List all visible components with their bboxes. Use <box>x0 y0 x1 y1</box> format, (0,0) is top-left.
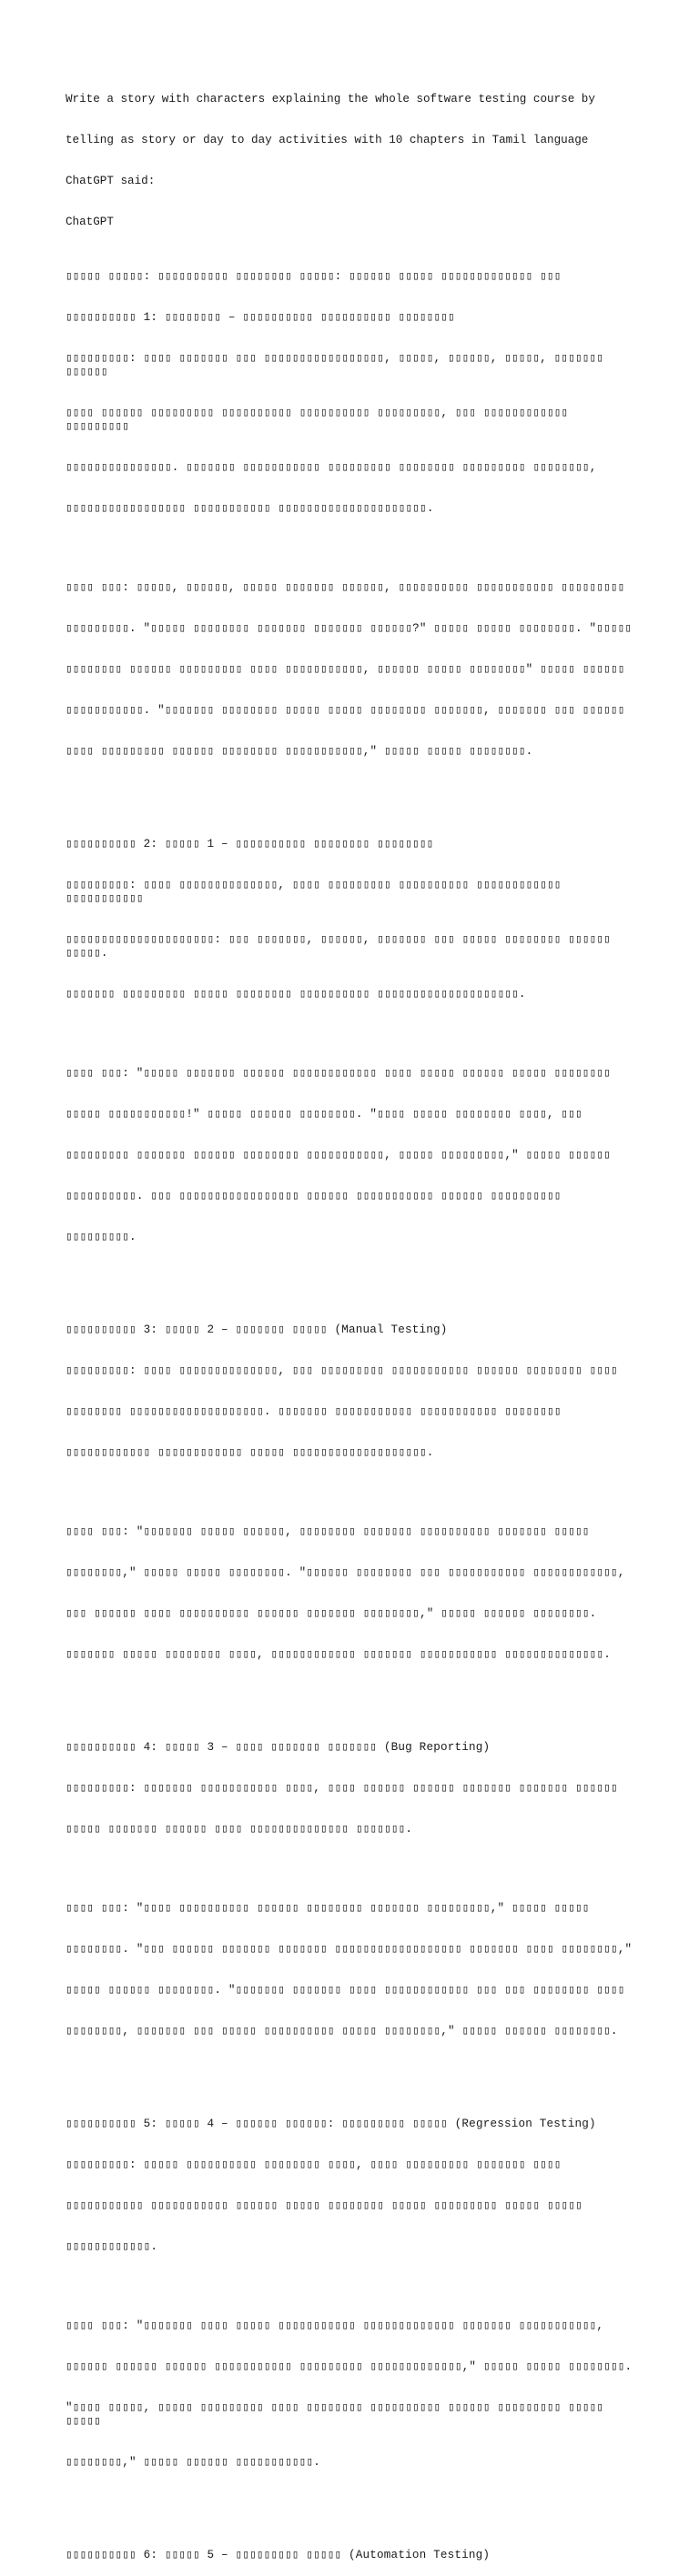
chapter-3-p1-line: ▯▯▯▯▯▯▯▯ ▯▯▯▯▯▯▯▯▯▯▯▯▯▯▯▯▯▯▯. ▯▯▯▯▯▯▯ ▯▯▯▯▯▯▯▯▯▯▯ ▯▯▯▯▯▯▯▯▯▯▯ ▯▯▯▯▯▯▯▯ <box>66 1405 562 1418</box>
paragraph-gap <box>66 2066 639 2077</box>
chapter-2-p2-line: ▯▯▯▯ ▯▯▯: "▯▯▯▯▯ ▯▯▯▯▯▯▯ ▯▯▯▯▯▯ ▯▯▯▯▯▯▯▯▯▯▯▯ ▯▯▯▯ ▯▯▯▯▯ ▯▯▯▯▯▯ ▯▯▯▯▯ ▯▯▯▯▯▯▯▯ <box>66 1067 611 1080</box>
chapter-3-p2-line: ▯▯▯▯▯▯▯▯," ▯▯▯▯▯ ▯▯▯▯▯ ▯▯▯▯▯▯▯▯. "▯▯▯▯▯▯ ▯▯▯▯▯▯▯▯ ▯▯▯ ▯▯▯▯▯▯▯▯▯▯▯ ▯▯▯▯▯▯▯▯▯▯▯▯, <box>66 1566 625 1579</box>
chapter-4-p2-line: ▯▯▯▯ ▯▯▯: "▯▯▯▯ ▯▯▯▯▯▯▯▯▯▯ ▯▯▯▯▯▯ ▯▯▯▯▯▯▯▯ ▯▯▯▯▯▯▯ ▯▯▯▯▯▯▯▯▯," ▯▯▯▯▯ ▯▯▯▯▯ <box>66 1902 590 1915</box>
chapter-1-p2-line: ▯▯▯▯▯▯▯▯ ▯▯▯▯▯▯ ▯▯▯▯▯▯▯▯▯ ▯▯▯▯ ▯▯▯▯▯▯▯▯▯▯▯, ▯▯▯▯▯▯ ▯▯▯▯▯ ▯▯▯▯▯▯▯▯" ▯▯▯▯▯ ▯▯▯▯▯▯ <box>66 663 625 676</box>
chapter-1-p2-line: ▯▯▯▯ ▯▯▯: ▯▯▯▯▯, ▯▯▯▯▯▯, ▯▯▯▯▯ ▯▯▯▯▯▯▯ ▯▯▯▯▯▯, ▯▯▯▯▯▯▯▯▯▯ ▯▯▯▯▯▯▯▯▯▯▯ ▯▯▯▯▯▯▯▯▯ <box>66 581 625 594</box>
chapter-1-p2-line: ▯▯▯▯▯▯▯▯▯▯▯. "▯▯▯▯▯▯▯ ▯▯▯▯▯▯▯▯ ▯▯▯▯▯ ▯▯▯▯▯ ▯▯▯▯▯▯▯▯ ▯▯▯▯▯▯▯, ▯▯▯▯▯▯▯ ▯▯▯ ▯▯▯▯▯▯ <box>66 704 625 717</box>
prompt-line-2: telling as story or day to day activities with 10 chapters in Tamil language <box>66 134 589 146</box>
paragraph-gap <box>66 1272 639 1283</box>
chapter-5-p2-line: ▯▯▯▯ ▯▯▯: "▯▯▯▯▯▯▯ ▯▯▯▯ ▯▯▯▯▯ ▯▯▯▯▯▯▯▯▯▯▯ ▯▯▯▯▯▯▯▯▯▯▯▯▯ ▯▯▯▯▯▯▯ ▯▯▯▯▯▯▯▯▯▯▯, <box>66 2319 604 2332</box>
chapter-4-p2-line: ▯▯▯▯▯ ▯▯▯▯▯▯ ▯▯▯▯▯▯▯▯. "▯▯▯▯▯▯▯ ▯▯▯▯▯▯▯ ▯▯▯▯ ▯▯▯▯▯▯▯▯▯▯▯▯ ▯▯▯ ▯▯▯ ▯▯▯▯▯▯▯▯ ▯▯▯▯ <box>66 1984 625 1997</box>
chapter-4-p2-line: ▯▯▯▯▯▯▯▯, ▯▯▯▯▯▯▯ ▯▯▯ ▯▯▯▯▯ ▯▯▯▯▯▯▯▯▯▯ ▯▯▯▯▯ ▯▯▯▯▯▯▯▯," ▯▯▯▯▯ ▯▯▯▯▯▯ ▯▯▯▯▯▯▯▯. <box>66 2025 618 2038</box>
speaker-name: ChatGPT <box>66 216 114 228</box>
chapter-2-p2-line: ▯▯▯▯▯▯▯▯▯ ▯▯▯▯▯▯▯ ▯▯▯▯▯▯ ▯▯▯▯▯▯▯▯ ▯▯▯▯▯▯▯▯▯▯▯, ▯▯▯▯▯ ▯▯▯▯▯▯▯▯▯," ▯▯▯▯▯ ▯▯▯▯▯▯ <box>66 1149 611 1162</box>
chapter-5-p2-line: ▯▯▯▯▯▯▯▯," ▯▯▯▯▯ ▯▯▯▯▯▯ ▯▯▯▯▯▯▯▯▯▯▯. <box>66 2456 321 2469</box>
chapter-1-p1-line: ▯▯▯▯▯▯▯▯▯▯▯▯▯▯▯▯▯ ▯▯▯▯▯▯▯▯▯▯▯ ▯▯▯▯▯▯▯▯▯▯▯▯▯▯▯▯▯▯▯▯▯. <box>66 502 434 515</box>
chapter-3-heading: ▯▯▯▯▯▯▯▯▯▯ 3: ▯▯▯▯▯ 2 – ▯▯▯▯▯▯▯ ▯▯▯▯▯ (Manual Testing) <box>66 1323 448 1336</box>
chapter-2-heading: ▯▯▯▯▯▯▯▯▯▯ 2: ▯▯▯▯▯ 1 – ▯▯▯▯▯▯▯▯▯▯ ▯▯▯▯▯▯▯▯ ▯▯▯▯▯▯▯▯ <box>66 838 434 850</box>
chapter-2-p2-line: ▯▯▯▯▯▯▯▯▯. <box>66 1231 137 1243</box>
chapter-1-p1-line: ▯▯▯▯ ▯▯▯▯▯▯ ▯▯▯▯▯▯▯▯▯ ▯▯▯▯▯▯▯▯▯▯ ▯▯▯▯▯▯▯▯▯▯ ▯▯▯▯▯▯▯▯▯, ▯▯▯ ▯▯▯▯▯▯▯▯▯▯▯▯ ▯▯▯▯▯▯▯▯▯ <box>66 407 576 433</box>
paragraph-gap <box>66 1864 639 1875</box>
chapter-4-p1-line: ▯▯▯▯▯ ▯▯▯▯▯▯▯ ▯▯▯▯▯▯ ▯▯▯▯ ▯▯▯▯▯▯▯▯▯▯▯▯▯▯ ▯▯▯▯▯▯▯. <box>66 1823 413 1836</box>
paragraph-gap <box>66 786 639 797</box>
paragraph-gap <box>66 1487 639 1498</box>
chapter-5-p1-line: ▯▯▯▯▯▯▯▯▯▯▯▯. <box>66 2240 158 2253</box>
story-title: ▯▯▯▯▯ ▯▯▯▯▯: ▯▯▯▯▯▯▯▯▯▯ ▯▯▯▯▯▯▯▯ ▯▯▯▯▯: ▯▯▯▯▯▯ ▯▯▯▯▯ ▯▯▯▯▯▯▯▯▯▯▯▯▯ ▯▯▯ <box>66 270 562 283</box>
chapter-5-p1-line: ▯▯▯▯▯▯▯▯▯: ▯▯▯▯▯ ▯▯▯▯▯▯▯▯▯▯ ▯▯▯▯▯▯▯▯ ▯▯▯▯, ▯▯▯▯ ▯▯▯▯▯▯▯▯▯ ▯▯▯▯▯▯▯ ▯▯▯▯ <box>66 2158 562 2171</box>
chapter-1-p1-line: ▯▯▯▯▯▯▯▯▯: ▯▯▯▯ ▯▯▯▯▯▯▯ ▯▯▯ ▯▯▯▯▯▯▯▯▯▯▯▯▯▯▯▯▯, ▯▯▯▯▯, ▯▯▯▯▯▯, ▯▯▯▯▯, ▯▯▯▯▯▯▯ ▯▯▯▯▯▯ <box>66 352 611 378</box>
chapter-5-p2-line: ▯▯▯▯▯▯ ▯▯▯▯▯▯ ▯▯▯▯▯▯ ▯▯▯▯▯▯▯▯▯▯▯ ▯▯▯▯▯▯▯▯▯ ▯▯▯▯▯▯▯▯▯▯▯▯▯," ▯▯▯▯▯ ▯▯▯▯▯ ▯▯▯▯▯▯▯▯. <box>66 2360 633 2373</box>
paragraph-gap <box>66 1689 639 1700</box>
chapter-2-p1-line: ▯▯▯▯▯▯▯▯▯: ▯▯▯▯ ▯▯▯▯▯▯▯▯▯▯▯▯▯▯, ▯▯▯▯ ▯▯▯▯▯▯▯▯▯ ▯▯▯▯▯▯▯▯▯▯ ▯▯▯▯▯▯▯▯▯▯▯▯ ▯▯▯▯▯▯▯▯▯▯▯ <box>66 879 569 905</box>
chapter-6-heading: ▯▯▯▯▯▯▯▯▯▯ 6: ▯▯▯▯▯ 5 – ▯▯▯▯▯▯▯▯▯ ▯▯▯▯▯ (Automation Testing) <box>66 2549 491 2561</box>
chapter-3-p2-line: ▯▯▯▯ ▯▯▯: "▯▯▯▯▯▯▯ ▯▯▯▯▯ ▯▯▯▯▯▯, ▯▯▯▯▯▯▯▯ ▯▯▯▯▯▯▯ ▯▯▯▯▯▯▯▯▯▯ ▯▯▯▯▯▯▯ ▯▯▯▯▯ <box>66 1525 590 1538</box>
chapter-5-heading: ▯▯▯▯▯▯▯▯▯▯ 5: ▯▯▯▯▯ 4 – ▯▯▯▯▯▯ ▯▯▯▯▯▯: ▯▯▯▯▯▯▯▯▯ ▯▯▯▯▯ (Regression Testing) <box>66 2118 596 2130</box>
paragraph-gap <box>66 2281 639 2292</box>
chapter-4-p2-line: ▯▯▯▯▯▯▯▯. "▯▯▯ ▯▯▯▯▯▯ ▯▯▯▯▯▯▯ ▯▯▯▯▯▯▯ ▯▯▯▯▯▯▯▯▯▯▯▯▯▯▯▯▯▯ ▯▯▯▯▯▯▯ ▯▯▯▯ ▯▯▯▯▯▯▯▯," <box>66 1943 633 1956</box>
chapter-3-p2-line: ▯▯▯▯▯▯▯ ▯▯▯▯▯ ▯▯▯▯▯▯▯▯ ▯▯▯▯, ▯▯▯▯▯▯▯▯▯▯▯▯ ▯▯▯▯▯▯▯ ▯▯▯▯▯▯▯▯▯▯▯ ▯▯▯▯▯▯▯▯▯▯▯▯▯▯. <box>66 1648 611 1661</box>
chapter-1-p2-line: ▯▯▯▯▯▯▯▯▯. "▯▯▯▯▯ ▯▯▯▯▯▯▯▯ ▯▯▯▯▯▯▯ ▯▯▯▯▯▯▯ ▯▯▯▯▯▯?" ▯▯▯▯▯ ▯▯▯▯▯ ▯▯▯▯▯▯▯▯. "▯▯▯▯▯ <box>66 622 633 635</box>
prompt-line-1: Write a story with characters explaining the whole software testing course by <box>66 93 595 106</box>
chapter-1-p1-line: ▯▯▯▯▯▯▯▯▯▯▯▯▯▯▯. ▯▯▯▯▯▯▯ ▯▯▯▯▯▯▯▯▯▯▯ ▯▯▯▯▯▯▯▯▯ ▯▯▯▯▯▯▯▯ ▯▯▯▯▯▯▯▯▯ ▯▯▯▯▯▯▯▯, <box>66 461 597 474</box>
chapter-5-p2-line: "▯▯▯▯ ▯▯▯▯▯, ▯▯▯▯▯ ▯▯▯▯▯▯▯▯▯ ▯▯▯▯ ▯▯▯▯▯▯▯▯ ▯▯▯▯▯▯▯▯▯▯ ▯▯▯▯▯▯ ▯▯▯▯▯▯▯▯▯ ▯▯▯▯▯ ▯▯▯▯▯ <box>66 2401 611 2428</box>
chapter-3-p1-line: ▯▯▯▯▯▯▯▯▯▯▯▯ ▯▯▯▯▯▯▯▯▯▯▯▯ ▯▯▯▯▯ ▯▯▯▯▯▯▯▯▯▯▯▯▯▯▯▯▯▯▯. <box>66 1446 434 1459</box>
chapter-3-p1-line: ▯▯▯▯▯▯▯▯▯: ▯▯▯▯ ▯▯▯▯▯▯▯▯▯▯▯▯▯▯, ▯▯▯ ▯▯▯▯▯▯▯▯▯ ▯▯▯▯▯▯▯▯▯▯▯ ▯▯▯▯▯▯ ▯▯▯▯▯▯▯▯ ▯▯▯▯ <box>66 1364 618 1377</box>
chapter-3-p2-line: ▯▯▯ ▯▯▯▯▯▯ ▯▯▯▯ ▯▯▯▯▯▯▯▯▯▯ ▯▯▯▯▯▯ ▯▯▯▯▯▯▯ ▯▯▯▯▯▯▯▯," ▯▯▯▯▯ ▯▯▯▯▯▯ ▯▯▯▯▯▯▯▯. <box>66 1607 597 1620</box>
chapter-1-heading: ▯▯▯▯▯▯▯▯▯▯ 1: ▯▯▯▯▯▯▯▯ – ▯▯▯▯▯▯▯▯▯▯ ▯▯▯▯▯▯▯▯▯▯ ▯▯▯▯▯▯▯▯ <box>66 311 455 324</box>
speaker-said: ChatGPT said: <box>66 175 156 187</box>
chapter-4-p1-line: ▯▯▯▯▯▯▯▯▯: ▯▯▯▯▯▯▯ ▯▯▯▯▯▯▯▯▯▯▯ ▯▯▯▯, ▯▯▯▯ ▯▯▯▯▯▯ ▯▯▯▯▯▯ ▯▯▯▯▯▯▯ ▯▯▯▯▯▯▯ ▯▯▯▯▯▯ <box>66 1782 618 1795</box>
chapter-2-p1-line: ▯▯▯▯▯▯▯ ▯▯▯▯▯▯▯▯▯ ▯▯▯▯▯ ▯▯▯▯▯▯▯▯ ▯▯▯▯▯▯▯▯▯▯ ▯▯▯▯▯▯▯▯▯▯▯▯▯▯▯▯▯▯▯▯. <box>66 988 526 1001</box>
document-page <box>66 65 639 2576</box>
paragraph-gap <box>66 1029 639 1040</box>
chapter-4-heading: ▯▯▯▯▯▯▯▯▯▯ 4: ▯▯▯▯▯ 3 – ▯▯▯▯ ▯▯▯▯▯▯▯ ▯▯▯▯▯▯▯ (Bug Reporting) <box>66 1741 491 1754</box>
chapter-2-p1-line: ▯▯▯▯▯▯▯▯▯▯▯▯▯▯▯▯▯▯▯▯▯: ▯▯▯ ▯▯▯▯▯▯▯, ▯▯▯▯▯▯, ▯▯▯▯▯▯▯ ▯▯▯ ▯▯▯▯▯ ▯▯▯▯▯▯▯▯ ▯▯▯▯▯▯ ▯▯▯▯▯. <box>66 933 618 960</box>
paragraph-gap <box>66 2497 639 2508</box>
paragraph-gap <box>66 543 639 554</box>
chapter-2-p2-line: ▯▯▯▯▯ ▯▯▯▯▯▯▯▯▯▯▯!" ▯▯▯▯▯ ▯▯▯▯▯▯ ▯▯▯▯▯▯▯▯. "▯▯▯▯ ▯▯▯▯▯ ▯▯▯▯▯▯▯▯ ▯▯▯▯, ▯▯▯ <box>66 1108 582 1121</box>
chapter-5-p1-line: ▯▯▯▯▯▯▯▯▯▯▯ ▯▯▯▯▯▯▯▯▯▯▯ ▯▯▯▯▯▯ ▯▯▯▯▯ ▯▯▯▯▯▯▯▯ ▯▯▯▯▯ ▯▯▯▯▯▯▯▯▯ ▯▯▯▯▯ ▯▯▯▯▯ <box>66 2199 582 2212</box>
chapter-1-p2-line: ▯▯▯▯ ▯▯▯▯▯▯▯▯▯ ▯▯▯▯▯▯ ▯▯▯▯▯▯▯▯ ▯▯▯▯▯▯▯▯▯▯▯," ▯▯▯▯▯ ▯▯▯▯▯ ▯▯▯▯▯▯▯▯. <box>66 745 533 758</box>
chapter-2-p2-line: ▯▯▯▯▯▯▯▯▯▯. ▯▯▯ ▯▯▯▯▯▯▯▯▯▯▯▯▯▯▯▯▯ ▯▯▯▯▯▯ ▯▯▯▯▯▯▯▯▯▯▯ ▯▯▯▯▯▯ ▯▯▯▯▯▯▯▯▯▯ <box>66 1190 562 1202</box>
